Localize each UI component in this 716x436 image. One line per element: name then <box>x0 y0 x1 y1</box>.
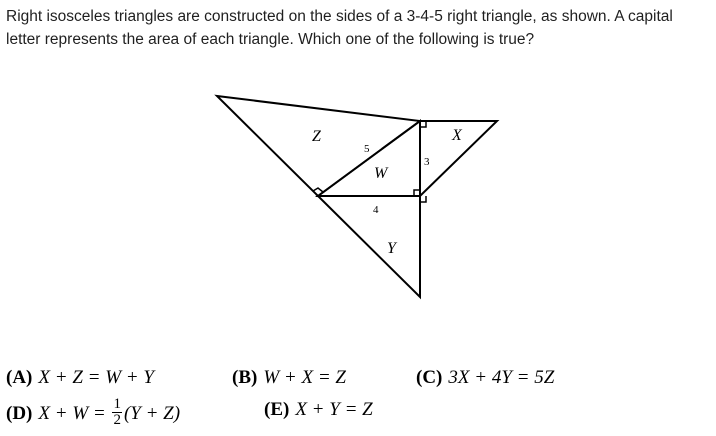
choice-d[interactable] <box>6 396 181 430</box>
label-z: Z <box>312 128 321 145</box>
label-side-3: 3 <box>424 156 430 168</box>
label-side-5: 5 <box>364 143 370 155</box>
question-text: Right isosceles triangles are constructed on the sides of a 3-4-5 right triangle, as shown. A capital letter represents the area of each triangle. Which one of the following is true? <box>6 8 673 48</box>
choice-a-expr: X + Z = W + Y <box>38 367 154 388</box>
choice-e-letter: (E) <box>264 399 290 420</box>
triangle-y <box>318 196 420 297</box>
choice-d-expr-after: (Y + Z) <box>123 402 181 424</box>
choice-a[interactable] <box>6 367 154 389</box>
choice-d-fraction <box>112 397 122 428</box>
label-side-4: 4 <box>373 204 379 216</box>
triangle-z <box>217 96 420 196</box>
choice-c-expr: 3X + 4Y = 5Z <box>448 367 555 388</box>
choice-d-letter: (D) <box>6 402 33 424</box>
choice-d-frac-den: 2 <box>113 412 121 428</box>
choice-e[interactable] <box>264 399 373 421</box>
choice-a-letter: (A) <box>6 367 33 388</box>
choice-e-expr: X + Y = Z <box>295 399 373 420</box>
choice-d-expr-before: X + W = <box>38 402 111 424</box>
choice-b[interactable] <box>232 367 346 389</box>
choice-b-letter: (B) <box>232 367 258 388</box>
label-x: X <box>452 127 462 144</box>
label-y: Y <box>387 240 396 257</box>
choice-c-letter: (C) <box>416 367 443 388</box>
label-w: W <box>374 165 388 182</box>
choice-b-expr: W + X = Z <box>263 367 346 388</box>
choice-c[interactable] <box>416 367 554 389</box>
choice-d-frac-num: 1 <box>113 396 121 412</box>
